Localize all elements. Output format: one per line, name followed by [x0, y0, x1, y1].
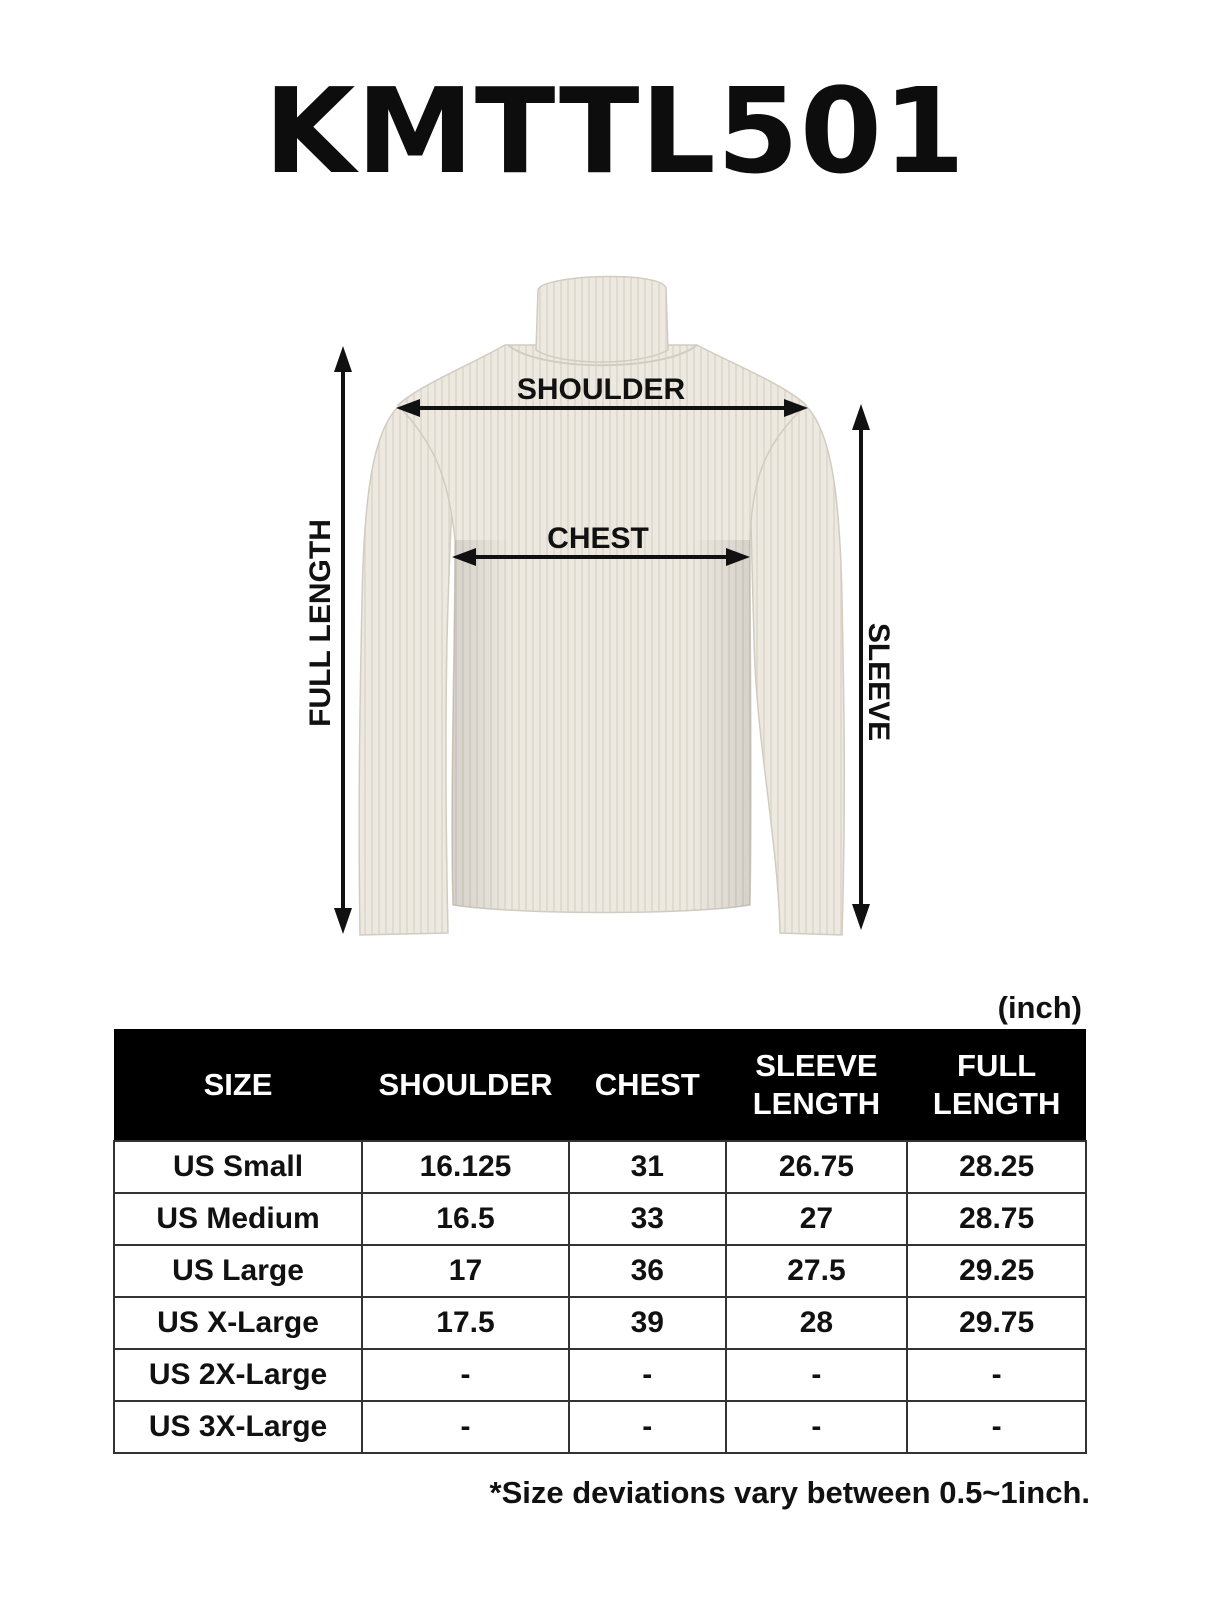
- cell-chest: 31: [569, 1141, 726, 1193]
- table-row: [114, 1141, 1086, 1193]
- table-row: [114, 1245, 1086, 1297]
- cell-chest: 36: [569, 1245, 726, 1297]
- full-length-label: FULL LENGTH: [304, 519, 337, 727]
- header-size: SIZE: [114, 1029, 362, 1141]
- cell-size: US 2X-Large: [114, 1349, 362, 1401]
- cell-sleeve-length: 27.5: [726, 1245, 908, 1297]
- chest-label: CHEST: [547, 522, 649, 555]
- cell-shoulder: 16.125: [362, 1141, 569, 1193]
- cell-sleeve-length: -: [726, 1349, 908, 1401]
- table-row: [114, 1401, 1086, 1453]
- cell-full-length: 29.75: [907, 1297, 1086, 1349]
- cell-full-length: 29.25: [907, 1245, 1086, 1297]
- table-row: [114, 1193, 1086, 1245]
- cell-size: US Small: [114, 1141, 362, 1193]
- header-shoulder: SHOULDER: [362, 1029, 569, 1141]
- cell-shoulder: -: [362, 1401, 569, 1453]
- cell-sleeve-length: 27: [726, 1193, 908, 1245]
- cell-shoulder: 17.5: [362, 1297, 569, 1349]
- cell-chest: -: [569, 1401, 726, 1453]
- cell-chest: 39: [569, 1297, 726, 1349]
- unit-label: (inch): [997, 990, 1082, 1025]
- table-row: [114, 1349, 1086, 1401]
- cell-size: US 3X-Large: [114, 1401, 362, 1453]
- header-chest: CHEST: [569, 1029, 726, 1141]
- cell-chest: -: [569, 1349, 726, 1401]
- cell-sleeve-length: -: [726, 1401, 908, 1453]
- header-full-length: FULL LENGTH: [907, 1029, 1086, 1141]
- cell-size: US Medium: [114, 1193, 362, 1245]
- cell-sleeve-length: 26.75: [726, 1141, 908, 1193]
- cell-full-length: -: [907, 1349, 1086, 1401]
- table-row: [114, 1297, 1086, 1349]
- cell-full-length: -: [907, 1401, 1086, 1453]
- cell-sleeve-length: 28: [726, 1297, 908, 1349]
- shoulder-label: SHOULDER: [516, 373, 686, 406]
- cell-full-length: 28.75: [907, 1193, 1086, 1245]
- size-chart-table: [113, 1029, 1087, 1454]
- cell-shoulder: 17: [362, 1245, 569, 1297]
- product-code-title: KMTTL501: [263, 62, 967, 200]
- cell-size: US Large: [114, 1245, 362, 1297]
- cell-shoulder: -: [362, 1349, 569, 1401]
- table-header-row: [114, 1029, 1086, 1141]
- cell-chest: 33: [569, 1193, 726, 1245]
- sleeve-label: SLEEVE: [862, 622, 895, 742]
- cell-shoulder: 16.5: [362, 1193, 569, 1245]
- size-deviation-footnote: *Size deviations vary between 0.5~1inch.: [489, 1475, 1090, 1510]
- cell-size: US X-Large: [114, 1297, 362, 1349]
- header-sleeve-length: SLEEVE LENGTH: [726, 1029, 908, 1141]
- cell-full-length: 28.25: [907, 1141, 1086, 1193]
